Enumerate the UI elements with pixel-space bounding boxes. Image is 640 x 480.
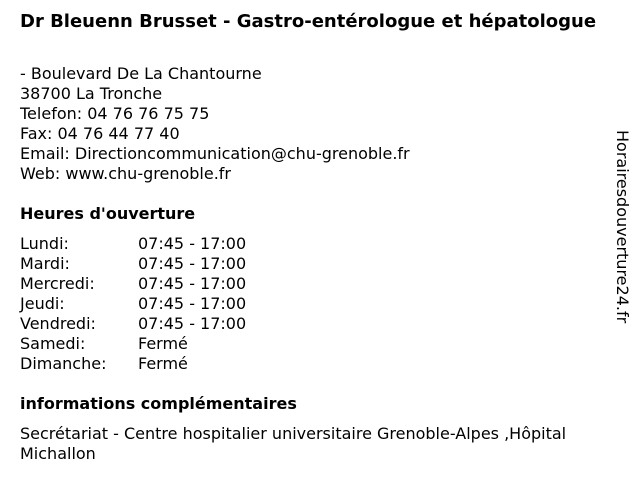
address-city: 38700 La Tronche [20,84,163,103]
hours-table [20,234,320,374]
day-hours: 07:45 - 17:00 [138,274,247,293]
day-label: Mardi: [20,254,70,273]
day-hours: 07:45 - 17:00 [138,314,247,333]
telephone: Telefon: 04 76 76 75 75 [20,104,210,123]
hours-row-monday [20,234,320,254]
website: Web: www.chu-grenoble.fr [20,164,231,183]
hours-row-wednesday [20,274,320,294]
day-hours: Fermé [138,334,188,353]
info-heading: informations complémentaires [20,394,297,413]
site-watermark: Horairesdouverture24.fr [613,130,632,324]
day-label: Mercredi: [20,274,95,293]
fax: Fax: 04 76 44 77 40 [20,124,180,143]
watermark-container [612,130,636,350]
hours-row-friday [20,314,320,334]
contact-block [20,64,410,184]
page-title: Dr Bleuenn Brusset - Gastro-entérologue et hépatologue [20,11,597,32]
hours-row-tuesday [20,254,320,274]
email: Email: Directioncommunication@chu-grenoble.fr [20,144,410,163]
hours-row-sunday [20,354,320,374]
day-label: Dimanche: [20,354,107,373]
hours-heading: Heures d'ouverture [20,204,196,223]
address-street: - Boulevard De La Chantourne [20,64,262,83]
day-hours: 07:45 - 17:00 [138,254,247,273]
day-hours: 07:45 - 17:00 [138,294,247,313]
hours-row-saturday [20,334,320,354]
info-text: Secrétariat - Centre hospitalier universitaire Grenoble-Alpes ,Hôpital Michallon [20,424,567,463]
day-label: Lundi: [20,234,69,253]
day-label: Vendredi: [20,314,96,333]
day-hours: 07:45 - 17:00 [138,234,247,253]
day-hours: Fermé [138,354,188,373]
day-label: Samedi: [20,334,86,353]
hours-row-thursday [20,294,320,314]
day-label: Jeudi: [20,294,65,313]
